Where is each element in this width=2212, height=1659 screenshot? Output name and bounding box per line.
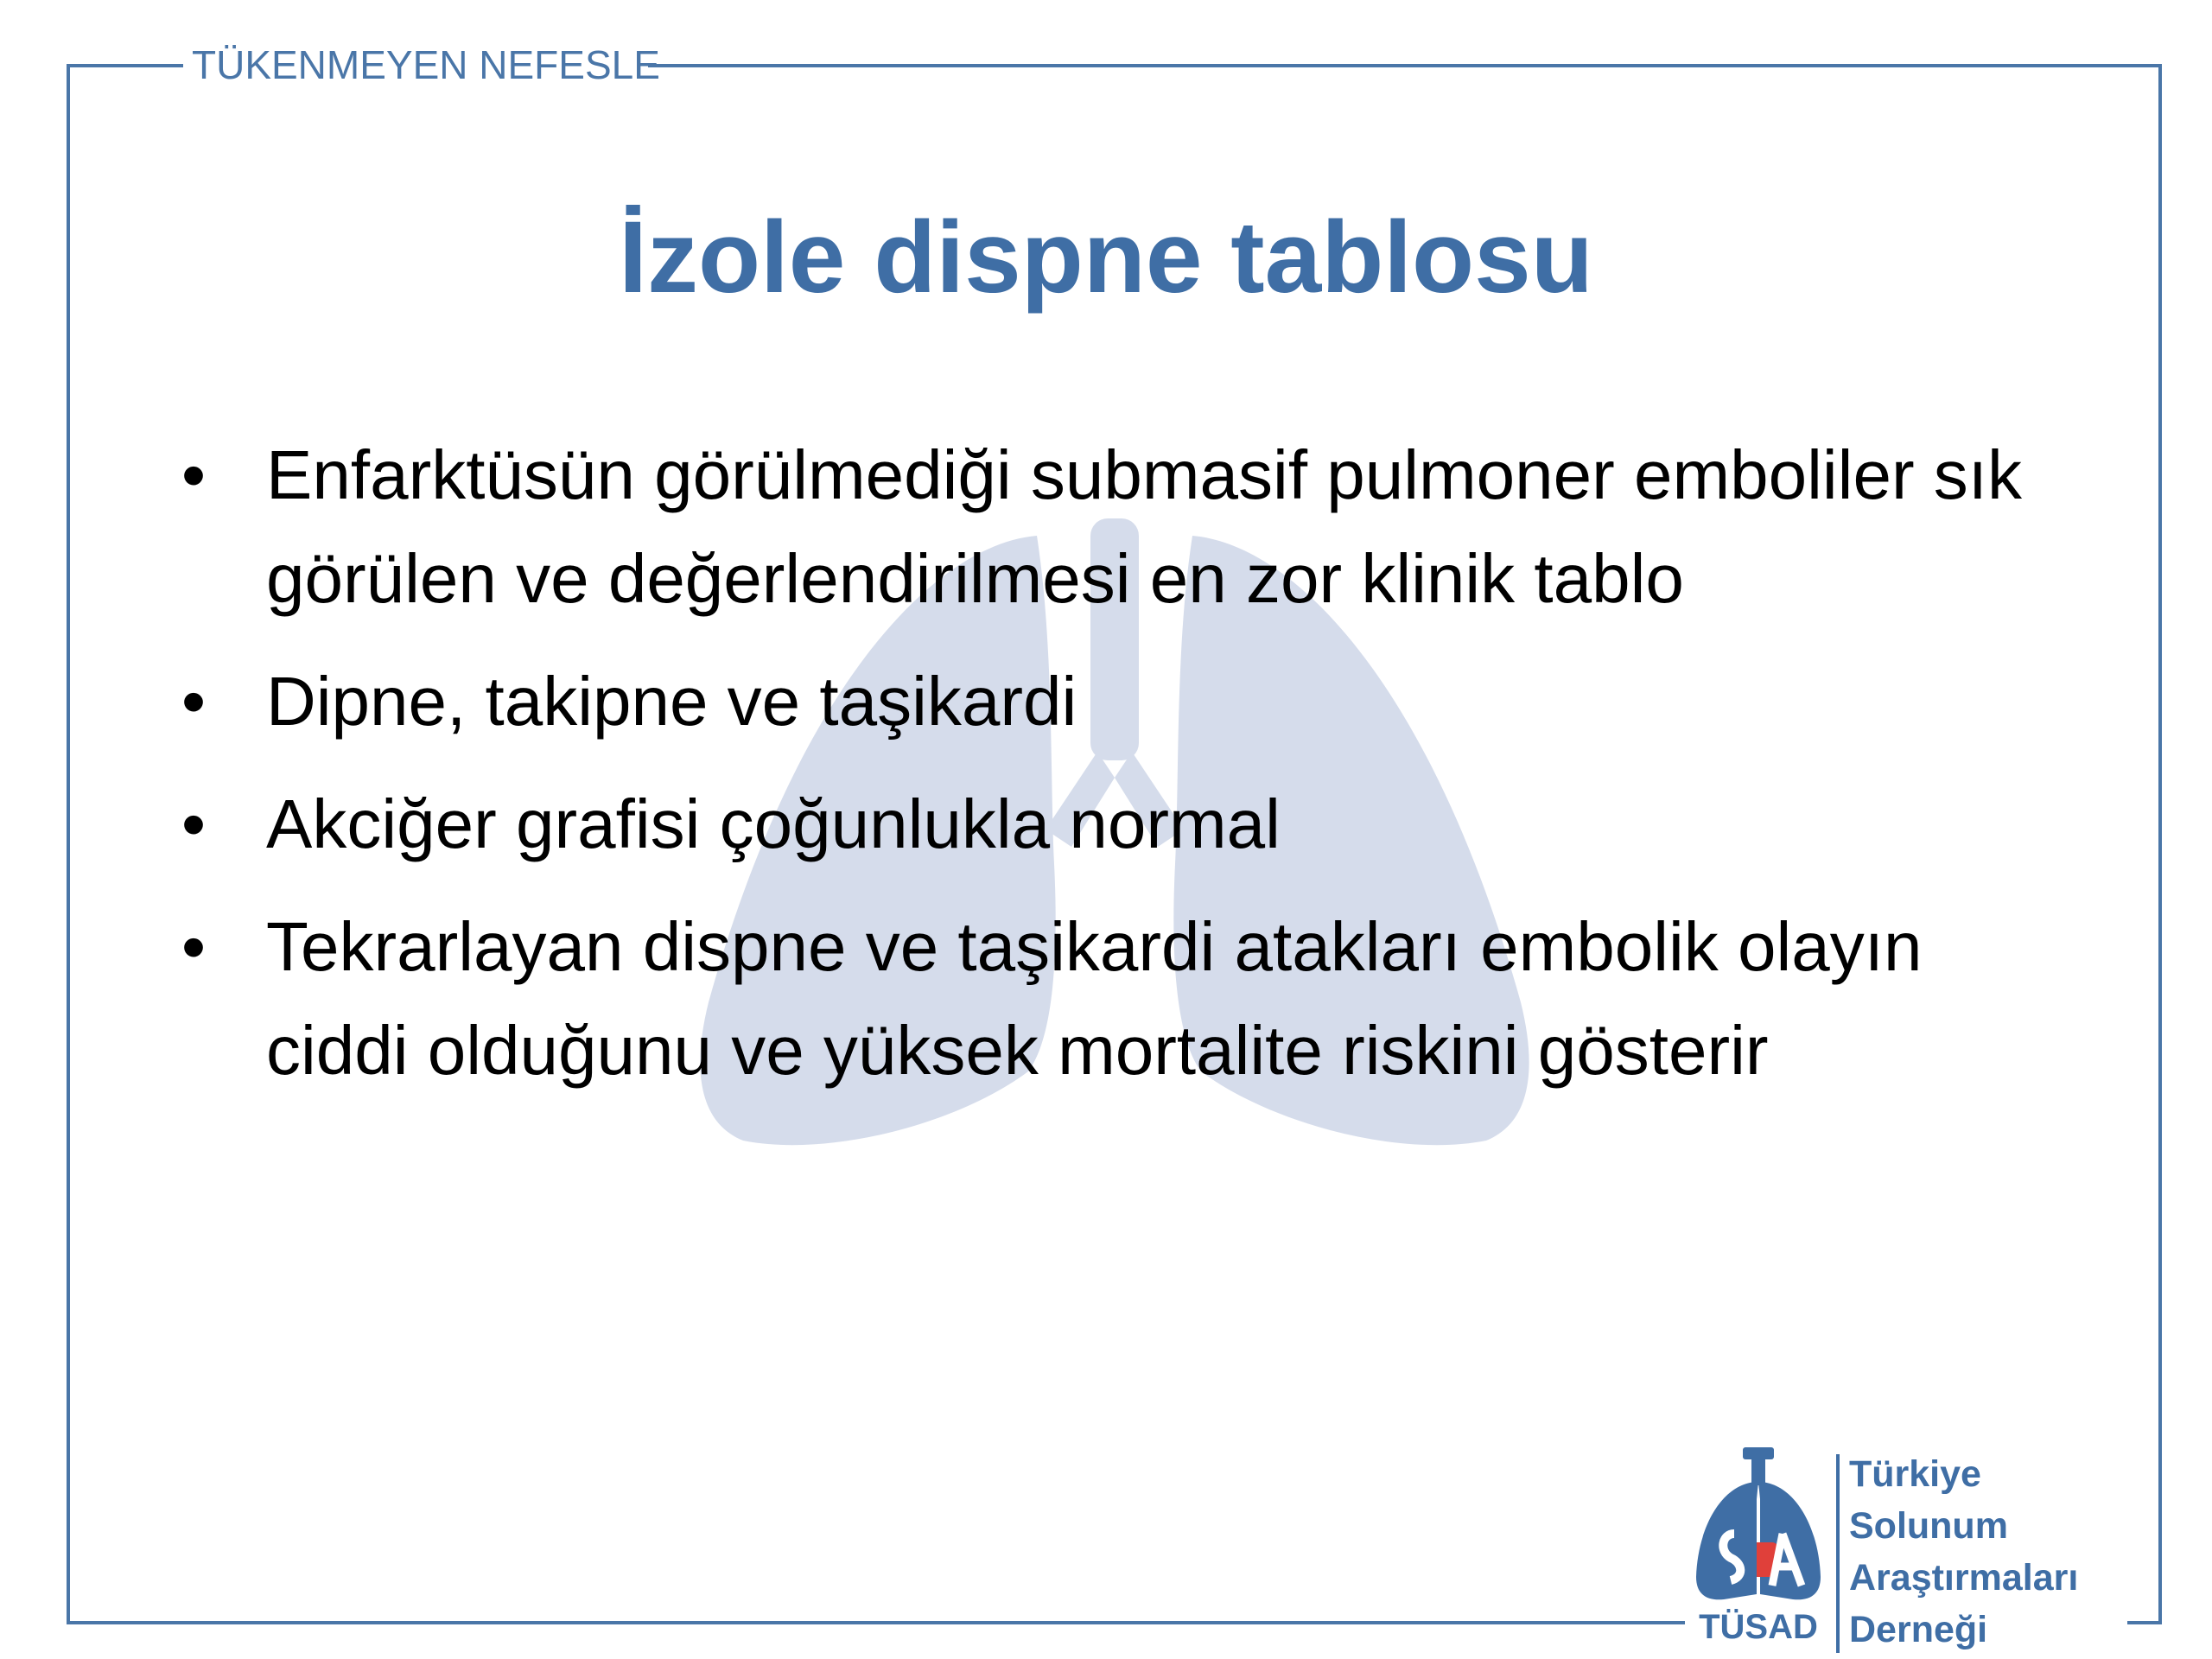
logo-name-line-2: Solunum — [1849, 1505, 2008, 1547]
frame-border-top-right — [648, 64, 2162, 67]
bullet-text: Akciğer grafisi çoğunlukla normal — [266, 785, 1281, 862]
bullet-list — [173, 423, 2074, 1122]
lungs-emblem-icon — [1689, 1447, 1827, 1603]
brand-tagline: TÜKENMEYEN NEFESLE — [192, 42, 660, 87]
list-item — [173, 895, 2074, 1103]
frame-border-top-left — [67, 64, 183, 67]
logo-divider — [1836, 1454, 1840, 1653]
logo-name-line-3: Araştırmaları — [1849, 1557, 2079, 1599]
list-item — [173, 772, 2074, 876]
list-item — [173, 650, 2074, 753]
bullet-marker: • — [181, 663, 207, 740]
logo-name-line-1: Türkiye — [1849, 1453, 1981, 1495]
bullet-marker: • — [181, 436, 207, 513]
frame-border-bottom-left — [67, 1621, 1685, 1624]
logo-name-line-4: Derneği — [1849, 1609, 1988, 1650]
logo-abbreviation: TÜSAD — [1699, 1608, 1818, 1646]
bullet-text: Enfarktüsün görülmediği submasif pulmoner emboliler sık görülen ve değerlendirilmesi en zor klinik tablo — [266, 436, 2023, 617]
organization-logo — [1689, 1447, 2121, 1659]
list-item — [173, 423, 2074, 631]
frame-border-bottom-right — [2127, 1621, 2162, 1624]
bullet-text: Tekrarlayan dispne ve taşikardi atakları embolik olayın ciddi olduğunu ve yüksek mortalite riskini gösterir — [266, 908, 1923, 1089]
slide-title: İzole dispne tablosu — [619, 200, 1593, 315]
bullet-marker: • — [181, 908, 207, 985]
bullet-text: Dipne, takipne ve taşikardi — [266, 663, 1077, 740]
bullet-marker: • — [181, 785, 207, 862]
